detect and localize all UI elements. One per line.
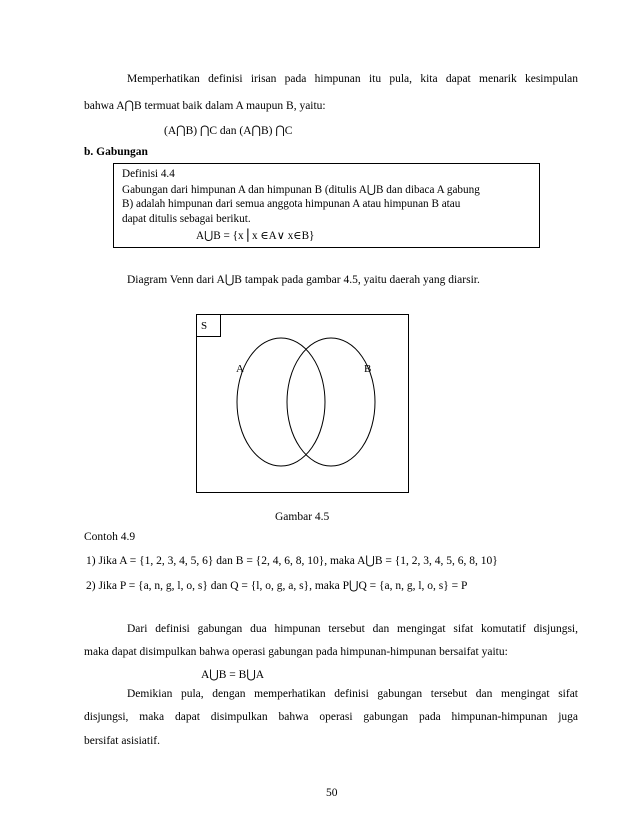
set-a-label: A [236, 363, 244, 375]
example-title: Contoh 4.9 [84, 531, 136, 543]
set-a-circle [237, 338, 325, 466]
definition-formula: A⋃B = {x ⎢x ∈A∨ x∈B} [196, 230, 315, 242]
associative-line-2: disjungsi, maka dapat disimpulkan bahwa operasi gabungan pada himpunan-himpunan juga [84, 711, 578, 723]
figure-caption: Gambar 4.5 [275, 511, 330, 523]
venn-diagram [196, 314, 410, 494]
commutative-line-2: maka dapat disimpulkan bahwa operasi gabungan pada himpunan-himpunan bersaifat yaitu: [84, 646, 508, 658]
section-heading: b. Gabungan [84, 146, 148, 158]
set-b-label: B [364, 363, 372, 375]
associative-line-3: bersifat asisiatif. [84, 735, 161, 747]
example-item-1: 1) Jika A = {1, 2, 3, 4, 5, 6} dan B = {2, 4, 6, 8, 10}, maka A⋃B = {1, 2, 3, 4, 5, 6, 8, 10} [86, 555, 498, 567]
universe-label: S [201, 320, 208, 332]
example-item-2: 2) Jika P = {a, n, g, l, o, s} dan Q = {l, o, g, a, s}, maka P⋃Q = {a, n, g, l, o, s} = P [86, 580, 468, 592]
definition-line-1: Gabungan dari himpunan A dan himpunan B (ditulis A⋃B dan dibaca A gabung [122, 184, 480, 196]
set-b-circle [287, 338, 375, 466]
associative-line-1: Demikian pula, dengan memperhatikan definisi gabungan tersebut dan mengingat sifat [127, 688, 578, 700]
definition-line-3: dapat ditulis sebagai berikut. [122, 213, 251, 225]
definition-title: Definisi 4.4 [122, 168, 175, 180]
universe-rect [197, 315, 409, 493]
commutative-line-1: Dari definisi gabungan dua himpunan tersebut dan mengingat sifat komutatif disjungsi, [127, 623, 578, 635]
commutative-formula: A⋃B = B⋃A [201, 669, 265, 681]
venn-intro: Diagram Venn dari A⋃B tampak pada gambar 4.5, yaitu daerah yang diarsir. [127, 274, 480, 286]
intro-line-1: Memperhatikan definisi irisan pada himpunan itu pula, kita dapat menarik kesimpulan [127, 73, 578, 85]
definition-line-2: B) adalah himpunan dari semua anggota himpunan A atau himpunan B atau [122, 198, 461, 210]
page-number: 50 [326, 787, 338, 799]
intro-line-2: bahwa A⋂B termuat baik dalam A maupun B, yaitu: [84, 100, 326, 112]
intro-formula: (A⋂B) ⋂C dan (A⋂B) ⋂C [164, 125, 293, 137]
definition-box [113, 163, 540, 248]
